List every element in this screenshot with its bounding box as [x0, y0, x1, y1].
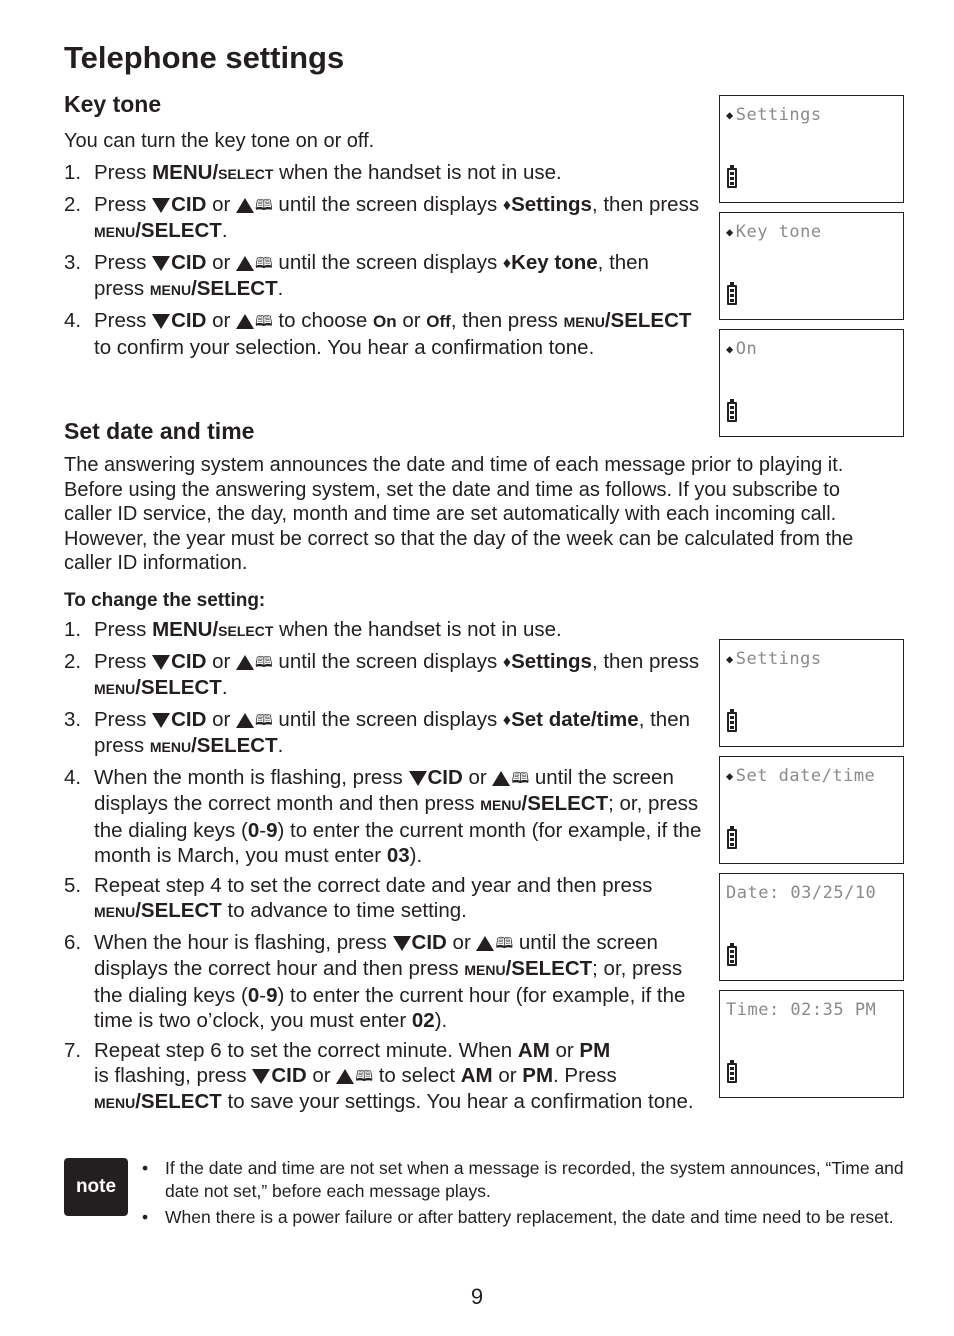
directory-icon: 🕮 [495, 935, 514, 953]
lcd-screen: ◆ Set date/time [719, 756, 904, 864]
key-tone-steps [64, 160, 704, 365]
battery-icon [727, 285, 737, 305]
scroll-arrows-icon: ♦ [502, 654, 512, 672]
down-arrow-icon [152, 314, 170, 329]
note-list [140, 1157, 920, 1232]
list-item: • If the date and time are not set when a message is recorded, the system announces, “Time and date not set,” before each message plays. [140, 1157, 920, 1203]
battery-icon [727, 168, 737, 188]
up-arrow-icon [492, 771, 510, 786]
directory-icon: 🕮 [255, 712, 273, 730]
up-arrow-icon [336, 1069, 354, 1084]
directory-icon: 🕮 [255, 313, 273, 331]
lcd-screen: ◆ Key tone [719, 212, 904, 320]
set-date-intro: The answering system announces the date and time of each message prior to playing it. Before using the answering system, set the date and time as follows. If you subscribe to caller ID service, the day, month and time are set automatically with each incoming call. However, the year must be correct so that the day of the week can be calculated from the caller ID information. [64, 454, 854, 574]
key-tone-heading: Key tone [64, 91, 162, 117]
scroll-arrows-icon: ◆ [726, 652, 734, 666]
down-arrow-icon [152, 256, 170, 271]
scroll-arrows-icon: ♦ [502, 197, 512, 215]
down-arrow-icon [152, 198, 170, 213]
scroll-arrows-icon: ♦ [502, 255, 512, 273]
directory-icon: 🕮 [255, 197, 273, 215]
change-setting-subheading: To change the setting: [64, 590, 266, 611]
lcd-screen: ◆ Settings [719, 95, 904, 203]
scroll-arrows-icon: ♦ [502, 712, 512, 730]
up-arrow-icon [476, 936, 494, 951]
directory-icon: 🕮 [255, 654, 273, 672]
scroll-arrows-icon: ◆ [726, 225, 734, 239]
directory-icon: 🕮 [511, 770, 530, 788]
battery-icon [727, 712, 737, 732]
scroll-arrows-icon: ◆ [726, 342, 734, 356]
scroll-arrows-icon: ◆ [726, 769, 734, 783]
lcd-screen: Date: 03/25/10 [719, 873, 904, 981]
lcd-screen: ◆ Settings [719, 639, 904, 747]
directory-icon: 🕮 [255, 255, 273, 273]
up-arrow-icon [236, 314, 254, 329]
battery-icon [727, 1063, 737, 1083]
down-arrow-icon [409, 771, 427, 786]
down-arrow-icon [393, 936, 411, 951]
list-item: 1. Press MENU/SELECT when the handset is not in use. [64, 161, 562, 184]
page-title: Telephone settings [64, 40, 345, 75]
set-date-steps: 1. Press MENU/SELECT when the handset is not in use. 2. Press CID or 🕮 until the screen displays ♦Settings, then press MENU/SELECT. 3. Press CID or 🕮 until the screen displays ♦Set date/time, then press MENU/SELECT. 4. When the month is flashing, press CID or 🕮 until the screen displays the correct month and then press MENU/SELECT; or, press the dialing keys (0-9) to enter the current month (for example, if the month is March, you must enter 03). 5. Repeat step 4 to set the correct date and year and then press MENU/SELECT to advance to time setting. 6. When the hour is flashing, press CID or 🕮 until the screen displays the correct hour and then press MENU/SELECT; or, press the dialing keys (0-9) to enter the current hour (for example, if the time is two o’clock, you must enter 02). 7. Repeat step 6 to set the correct minute. When AM or PM is flashing, press CID or 🕮 to select AM or PM. Press MENU/SELECT to save your settings. You hear a confirmation tone. [64, 618, 702, 1114]
down-arrow-icon [252, 1069, 270, 1084]
lcd-screen: Time: 02:35 PM [719, 990, 904, 1098]
up-arrow-icon [236, 198, 254, 213]
list-item: • When there is a power failure or after battery replacement, the date and time need to be reset. [140, 1206, 920, 1229]
down-arrow-icon [152, 713, 170, 728]
note-badge: note [64, 1158, 128, 1216]
list-item: 4. Press CID or 🕮 to choose On or Off, then press MENU/SELECT to confirm your selection. You hear a confirmation tone. [64, 309, 692, 360]
up-arrow-icon [236, 655, 254, 670]
battery-icon [727, 402, 737, 422]
key-tone-intro: You can turn the key tone on or off. [64, 130, 375, 152]
battery-icon [727, 829, 737, 849]
battery-icon [727, 946, 737, 966]
list-item: 2. Press CID or 🕮 until the screen displays ♦Settings, then press MENU/SELECT. [64, 193, 700, 243]
up-arrow-icon [236, 256, 254, 271]
down-arrow-icon [152, 655, 170, 670]
lcd-screen: ◆ On [719, 329, 904, 437]
list-item: 3. Press CID or 🕮 until the screen displays ♦Key tone, then press MENU/SELECT. [64, 251, 649, 301]
set-date-heading: Set date and time [64, 418, 255, 444]
directory-icon: 🕮 [355, 1068, 373, 1086]
up-arrow-icon [236, 713, 254, 728]
page-number: 9 [470, 1284, 484, 1309]
scroll-arrows-icon: ◆ [726, 108, 734, 122]
